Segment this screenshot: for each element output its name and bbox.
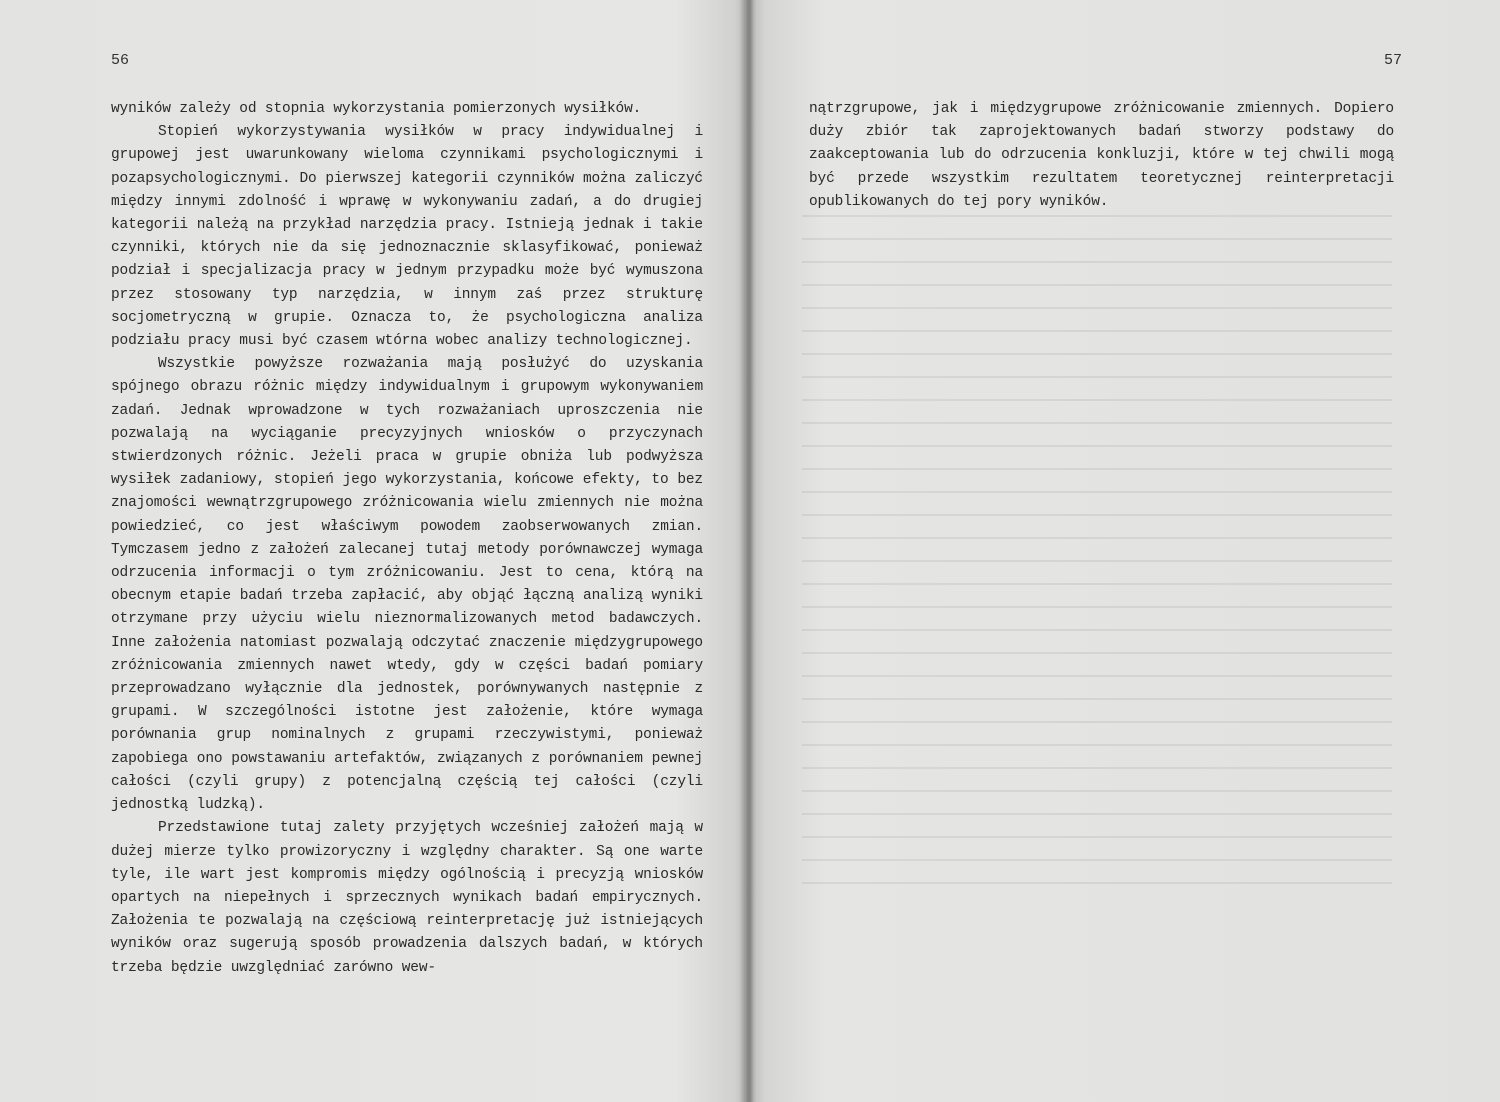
right-page-body <box>809 98 1394 214</box>
paragraph: nątrzgrupowe, jak i międzygrupowe zróżnicowanie zmiennych. Dopiero duży zbiór tak zaprojektowanych badań stworzy podstawy do zaakceptowania lub do odrzucenia konkluzji, które w tej chwili mogą być przede wszystkim rezultatem teoretycznej reinterpretacji opublikowanych do tej pory wyników. <box>809 101 1394 210</box>
show-through-text <box>802 215 1392 905</box>
paragraph: wyników zależy od stopnia wykorzystania pomierzonych wysiłków. <box>111 101 642 117</box>
left-page-body <box>111 98 703 980</box>
paragraph: Przedstawione tutaj zalety przyjętych wcześniej założeń mają w dużej mierze tylko prowizoryczny i względny charakter. Są one warte tyle, ile wart jest kompromis między ogólnością i precyzją wniosków opartych na niepełnych i sprzecznych wynikach badań empirycznych. Założenia te pozwalają na częściową reinterpretację już istniejących wyników oraz sugerują sposób prowadzenia dalszych badań, w których trzeba będzie uwzględniać zarówno wew- <box>111 820 703 976</box>
page-number-left: 56 <box>111 52 130 69</box>
page-number-right: 57 <box>1384 52 1403 69</box>
right-page <box>752 0 1500 1102</box>
left-page <box>0 0 748 1102</box>
paragraph: Stopień wykorzystywania wysiłków w pracy indywidualnej i grupowej jest uwarunkowany wieloma czynnikami psychologicznymi i pozapsychologicznymi. Do pierwszej kategorii czynników można zaliczyć między innymi zdolność i wprawę w wykonywaniu zadań, a do drugiej kategorii należą na przykład narzędzia pracy. Istnieją jednak i takie czynniki, których nie da się jednoznacznie sklasyfikować, ponieważ podział i specjalizacja pracy w jednym przypadku może być wymuszona przez stosowany typ narzędzia, w innym zaś przez strukturę socjometryczną w grupie. Oznacza to, że psychologiczna analiza podziału pracy musi być czasem wtórna wobec analizy technologicznej. <box>111 124 703 350</box>
paragraph: Wszystkie powyższe rozważania mają posłużyć do uzyskania spójnego obrazu różnic między indywidualnym i grupowym wykonywaniem zadań. Jednak wprowadzone w tych rozważaniach uproszczenia nie pozwalają na wyciąganie precyzyjnych wniosków o przyczynach stwierdzonych różnic. Jeżeli praca w grupie obniża lub podwyższa wysiłek zadaniowy, stopień jego wykorzystania, końcowe efekty, to bez znajomości wewnątrzgrupowego zróżnicowania wielu zmiennych nie można powiedzieć, co jest właściwym powodem zaobserwowanych zmian. Tymczasem jedno z założeń zalecanej tutaj metody porównawczej wymaga odrzucenia informacji o tym zróżnicowaniu. Jest to cena, którą na obecnym etapie badań trzeba zapłacić, aby objąć łączną analizą wyniki otrzymane przy użyciu wielu nieznormalizowanych metod badawczych. Inne założenia natomiast pozwalają odczytać znaczenie międzygrupowego zróżnicowania zmiennych nawet wtedy, gdy w części badań pomiary przeprowadzano wyłącznie dla jednostek, porównywanych następnie z grupami. W szczególności istotne jest założenie, które wymaga porównania grup nominalnych z grupami rzeczywistymi, ponieważ zapobiega ono powstawaniu artefaktów, związanych z porównaniem pewnej całości (czyli grupy) z potencjalną częścią tej całości (czyli jednostką ludzką). <box>111 356 703 814</box>
